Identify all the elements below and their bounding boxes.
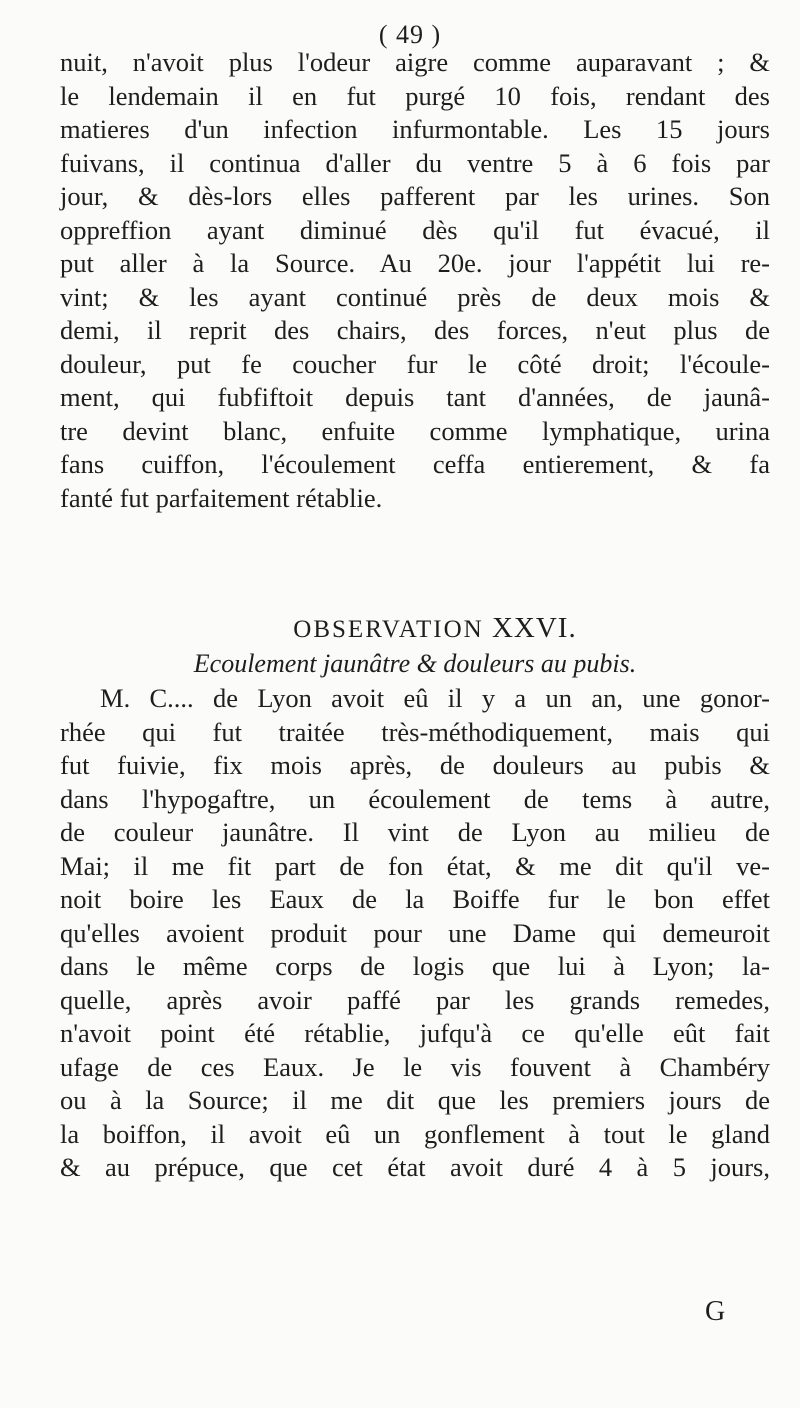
text-line: put aller à la Source. Au 20e. jour l'appétit lui re- [60, 248, 770, 278]
text-line: M. C.... de Lyon avoit eû il y a un an, une gonor- [100, 683, 770, 713]
observation-header [60, 611, 770, 681]
text-line: nuit, n'avoit plus l'odeur aigre comme auparavant ; & [60, 47, 770, 77]
text-line: jour, & dès-lors elles pafferent par les urines. Son [60, 181, 770, 211]
text-line: noit boire les Eaux de la Boiffe fur le bon effet [60, 884, 770, 914]
page-number: ( 49 ) [378, 20, 442, 49]
text-line: de couleur jaunâtre. Il vint de Lyon au milieu de [60, 817, 770, 847]
text-line: dans l'hypogaftre, un écoulement de tems à autre, [60, 783, 770, 814]
observation-label: OBSERVATION [293, 616, 484, 643]
text-line: Mai; il me fit part de fon état, & me dit qu'il ve- [60, 850, 770, 881]
text-line: ment, qui fubfiftoit depuis tant d'années, de jaunâ- [60, 382, 770, 412]
text-line: matieres d'un infection infurmontable. Les 15 jours [60, 114, 770, 144]
observation-number: XXVI. [491, 612, 577, 644]
text-line: & au prépuce, que cet état avoit duré 4 à 5 jours, [60, 1152, 770, 1182]
text-line: douleur, put fe coucher fur le côté droit; l'écoule- [60, 348, 770, 379]
observation-subtitle: Ecoulement jaunâtre & douleurs au pubis. [193, 649, 637, 678]
text-line: tre devint blanc, enfuite comme lymphatique, urina [60, 415, 770, 446]
text-line: quelle, après avoir paffé par les grands remedes, [60, 984, 770, 1015]
text-line: qu'elles avoient produit pour une Dame qui demeuroit [60, 917, 770, 948]
paragraph-observation [60, 682, 770, 1185]
text-line: la boiffon, il avoit eû un gonflement à tout le gland [60, 1118, 770, 1149]
text-line: demi, il reprit des chairs, des forces, n'eut plus de [60, 315, 770, 345]
observation-title [60, 611, 770, 647]
text-line: dans le même corps de logis que lui à Lyon; la- [60, 951, 770, 981]
text-line: le lendemain il en fut purgé 10 fois, rendant des [60, 80, 770, 111]
paragraph-continuation [60, 46, 770, 515]
text-line: fans cuiffon, l'écoulement ceffa entierement, & fa [60, 449, 770, 479]
text-line: vint; & les ayant continué près de deux mois & [60, 281, 770, 312]
text-line: fuivans, il continua d'aller du ventre 5 à 6 fois par [60, 147, 770, 178]
signature-mark: G [705, 1296, 726, 1327]
text-line: ufage de ces Eaux. Je le vis fouvent à Chambéry [60, 1051, 770, 1082]
text-line: n'avoit point été rétablie, jufqu'à ce qu'elle eût fait [60, 1018, 770, 1048]
text-line: rhée qui fut traitée très-méthodiquement, mais qui [60, 716, 770, 747]
text-line: fanté fut parfaitement rétablie. [60, 482, 383, 513]
text-line: fut fuivie, fix mois après, de douleurs au pubis & [60, 750, 770, 780]
text-line: oppreffion ayant diminué dès qu'il fut évacué, il [60, 214, 770, 245]
text-line: ou à la Source; il me dit que les premiers jours de [60, 1085, 770, 1115]
